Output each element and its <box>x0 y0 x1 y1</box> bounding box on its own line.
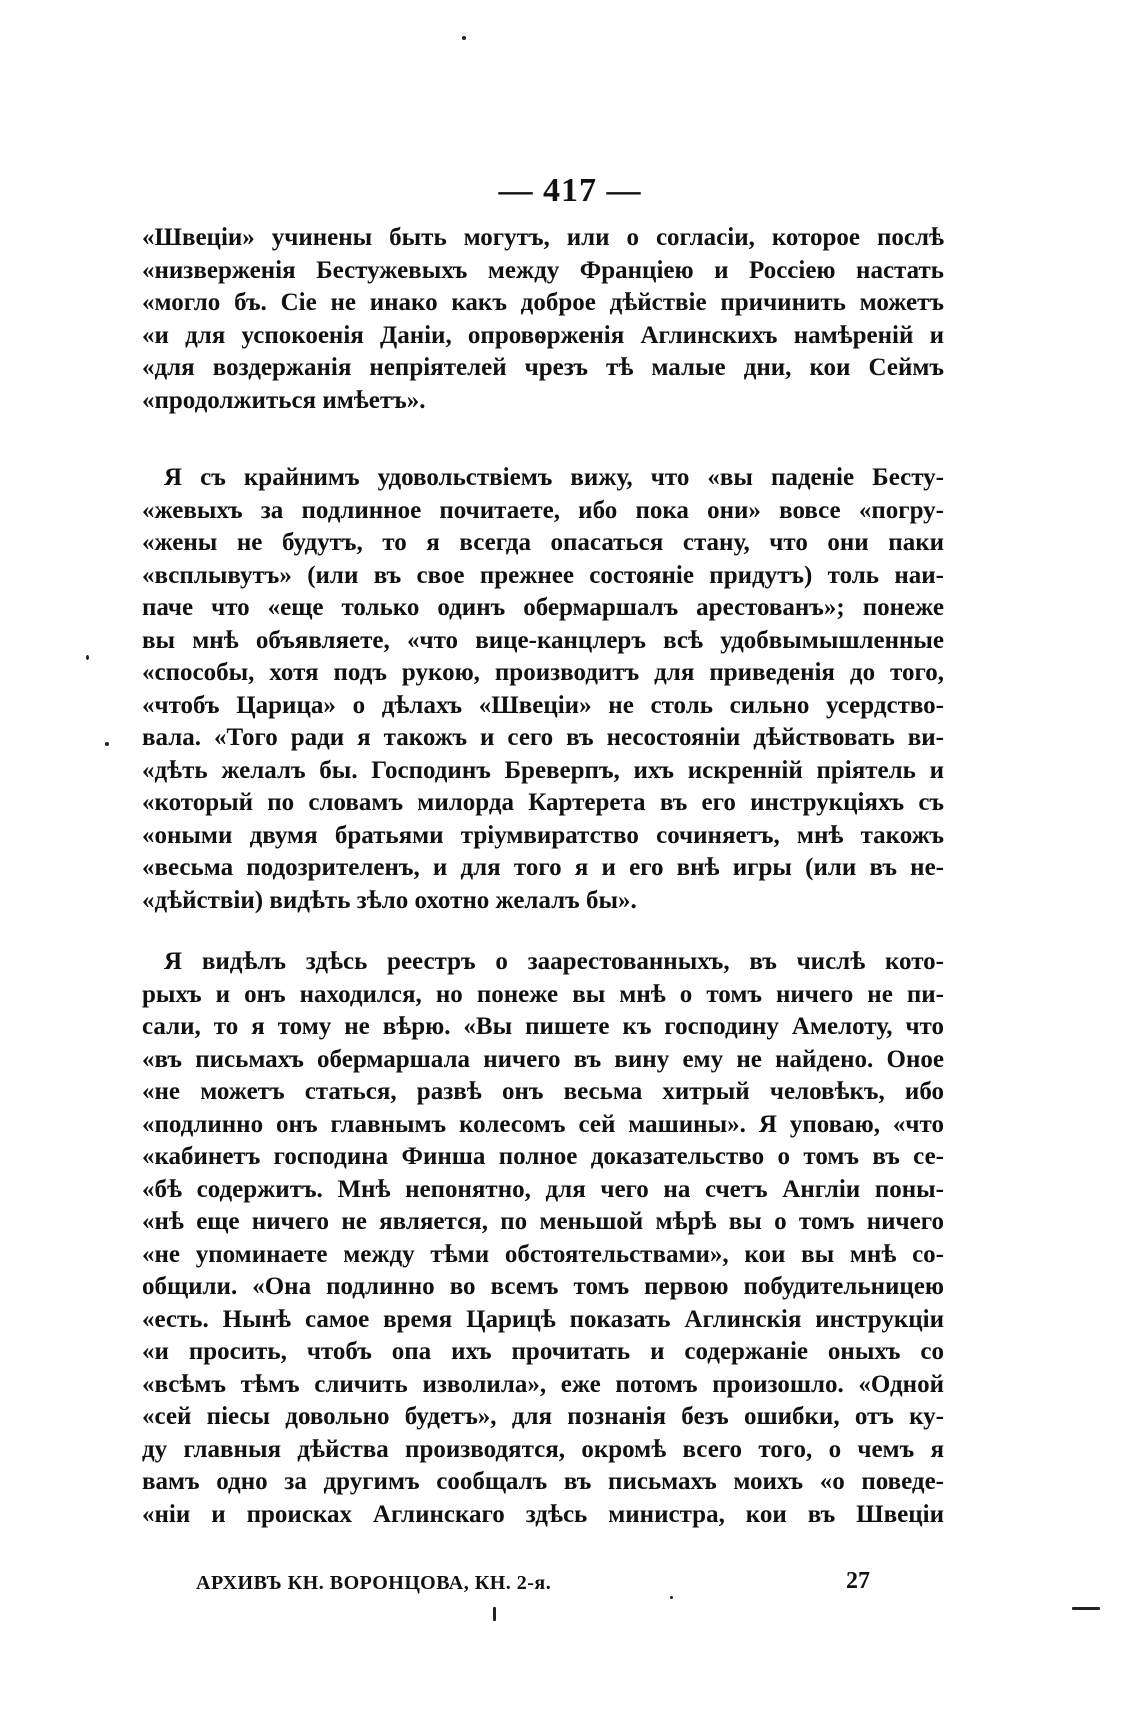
text-line: «и просить, чтобъ опа ихъ прочитать и содержаніе оныхъ со <box>142 1338 944 1365</box>
text-line: «который по словамъ милорда Картерета въ его инструкціяхъ съ <box>142 789 944 816</box>
text-line: «кабинетъ господина Финша полное доказательство о томъ въ се- <box>142 1143 944 1170</box>
text-line: «въ письмахъ обермаршала ничего въ вину ему не найдено. Оное <box>142 1045 944 1073</box>
text-line: «и для успокоенія Даніи, опровѳрженія Аглинскихъ намѣреній и <box>142 321 944 349</box>
text-line: Я видѣлъ здѣсь реестръ о заарестованныхъ, въ числѣ кото- <box>164 948 944 975</box>
text-line: «оными двумя братьями тріумвиратство сочиняетъ, мнѣ такожъ <box>142 821 944 849</box>
text-line: «для воздержанія непріятелей чрезъ тѣ малые дни, кои Сеймъ <box>142 354 944 381</box>
text-line: «бѣ содержитъ. Мнѣ непонятно, для чего на счетъ Англіи поны- <box>142 1175 944 1203</box>
text-line: «низверженія Бестужевыхъ между Франціею и Россіею настать <box>142 256 944 284</box>
scan-speck <box>1072 1607 1100 1610</box>
scan-speck <box>493 1607 496 1621</box>
paragraph-2 <box>142 462 944 917</box>
page-number: — 417 — <box>498 172 642 209</box>
text-line: «подлинно онъ главнымъ колесомъ сей машины». Я уповаю, «что <box>142 1110 944 1138</box>
text-line: вала. «Того ради я такожъ и сего въ несостояніи дѣйствовать ви- <box>142 724 944 751</box>
text-line: «жены не будутъ, то я всегда опасаться стану, что они паки <box>142 529 944 556</box>
text-line: «способы, хотя подъ рукою, производитъ для приведенія до того, <box>142 659 944 686</box>
paragraph-3 <box>142 946 944 1531</box>
text-line: «ніи и происках Аглинскаго здѣсь министра, кои въ Швеціи <box>142 1500 944 1528</box>
text-line: «всѣмъ тѣмъ сличить изволила», еже потомъ произошло. «Одной <box>142 1370 944 1398</box>
text-line: «сей піесы довольно будетъ», для познанія безъ ошибки, отъ ку- <box>142 1403 944 1430</box>
scan-speck <box>105 742 109 746</box>
text-line: «есть. Нынѣ самое время Царицѣ показать Аглинскія инструкціи <box>142 1305 944 1333</box>
text-line: «чтобъ Царица» о дѣлахъ «Швеціи» не столь сильно усердство- <box>142 691 944 719</box>
text-line: Я съ крайнимъ удовольствіемъ вижу, что «вы паденіе Бесту- <box>164 464 944 491</box>
text-line: «всплывутъ» (или въ свое прежнее состояніе придутъ) толь наи- <box>142 561 944 589</box>
text-line: «весьма подозрителенъ, и для того я и его внѣ игры (или въ не- <box>142 854 944 881</box>
text-line: «не упоминаете между тѣми обстоятельствами», кои вы мнѣ со- <box>142 1240 944 1268</box>
text-line: общили. «Она подлинно во всемъ томъ первою побудительницею <box>142 1273 944 1300</box>
footer-sheet-number: 27 <box>846 1568 870 1594</box>
footer-signature: АРХИВЪ КН. ВОРОНЦОВА, КН. 2-я. <box>196 1572 552 1594</box>
text-line: «продолжиться имѣетъ». <box>142 386 426 414</box>
text-line: «нѣ еще ничего не является, по меньшой мѣрѣ вы о томъ ничего <box>142 1208 944 1235</box>
text-line: вы мнѣ объявляете, «что вице-канцлеръ всѣ удобвымышленные <box>142 626 944 654</box>
text-line: «дѣть желалъ бы. Господинъ Бреверпъ, ихъ искренній пріятель и <box>142 756 944 784</box>
text-line: паче что «еще только одинъ обермаршалъ арестованъ»; понеже <box>142 594 944 621</box>
text-line: «Швеціи» учинены быть могутъ, или о согласіи, которое послѣ <box>142 224 944 251</box>
text-line: «жевыхъ за подлинное почитаете, ибо пока они» вовсе «погру- <box>142 496 944 524</box>
scan-speck <box>86 655 89 660</box>
scan-speck <box>670 1596 673 1599</box>
text-line: рыхъ и онъ находился, но понеже вы мнѣ о томъ ничего не пи- <box>142 980 944 1008</box>
text-line: «дѣйствіи) видѣть зѣло охотно желалъ бы». <box>142 886 637 914</box>
scan-speck <box>462 36 466 40</box>
text-line: «не можетъ статься, развѣ онъ весьма хитрый человѣкъ, ибо <box>142 1078 944 1105</box>
text-line: ду главныя дѣйства производятся, окромѣ всего того, о чемъ я <box>142 1435 944 1463</box>
paragraph-1 <box>142 222 944 417</box>
text-line: сали, то я тому не вѣрю. «Вы пишете къ господину Амелоту, что <box>142 1013 944 1040</box>
text-line: вамъ одно за другимъ сообщалъ въ письмахъ моихъ «о поведе- <box>142 1468 944 1495</box>
text-line: «могло бъ. Сіе не инако какъ доброе дѣйствіе причинить можетъ <box>142 289 944 316</box>
